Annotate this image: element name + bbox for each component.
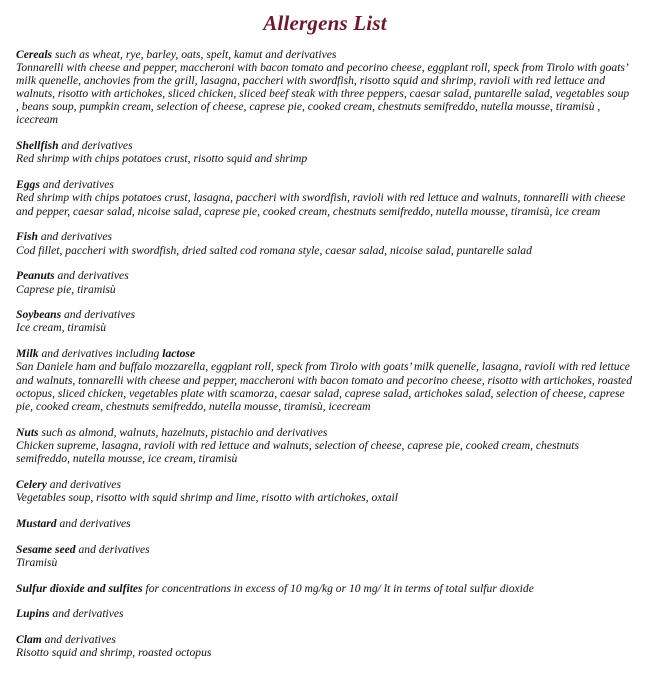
- allergen-dishes: Tiramisù: [16, 555, 58, 569]
- allergen-section: [16, 543, 634, 569]
- allergen-name: Nuts: [16, 425, 39, 439]
- allergen-dishes: Cod fillet, paccheri with swordfish, dried salted cod romana style, caesar salad, nicoise salad, puntarelle salad: [16, 243, 532, 257]
- allergen-qualifier: and derivatives: [39, 178, 114, 192]
- allergen-dishes: Ice cream, tiramisù: [16, 321, 107, 335]
- allergen-sections: [16, 48, 634, 660]
- allergen-name: Fish: [16, 230, 38, 244]
- allergen-section: [16, 48, 634, 127]
- allergen-qualifier: and derivatives: [37, 230, 112, 244]
- allergen-section: [16, 478, 634, 504]
- allergen-dishes: Risotto squid and shrimp, roasted octopus: [16, 646, 212, 660]
- allergen-section: [16, 633, 634, 659]
- allergen-name: Shellfish: [16, 139, 59, 153]
- allergen-qualifier: and derivatives: [58, 139, 133, 153]
- allergen-name: Peanuts: [16, 269, 55, 283]
- allergen-qualifier: such as wheat, rye, barley, oats, spelt, kamut and derivatives: [52, 48, 337, 61]
- allergen-heading: [16, 426, 634, 439]
- allergen-heading: [16, 517, 634, 530]
- allergen-qualifier: and derivatives: [56, 516, 131, 530]
- allergen-qualifier: and derivatives: [41, 633, 116, 647]
- allergen-qualifier: and derivatives: [49, 607, 124, 621]
- allergen-qualifier: and derivatives: [46, 477, 121, 491]
- allergen-section: [16, 139, 634, 165]
- allergen-section: [16, 308, 634, 334]
- allergen-name-secondary: lactose: [162, 347, 196, 361]
- allergen-heading: [16, 230, 634, 243]
- allergen-heading: [16, 347, 634, 360]
- allergen-qualifier: such as almond, walnuts, hazelnuts, pistachio and derivatives: [38, 425, 328, 439]
- allergen-name: Clam: [16, 633, 42, 647]
- allergen-dishes: San Daniele ham and buffalo mozzarella, eggplant roll, speck from Tirolo with goats’ milk quenelle, lasagna, ravioli with red lettuce and walnuts, tonnarelli with cheese and pepper, maccheroni with bacon tomato and pecorino cheese, risotto with artichokes, roasted octopus, sliced chicken, vegetables plate with scamorza, caesar salad, caprese salad, artichokes salad, selection of cheese, caprese pie, cooked cream, chestnuts semifreddo, nutella mousse, tiramisù, icecream: [16, 360, 633, 413]
- allergen-section: [16, 582, 634, 595]
- allergen-name: Cereals: [16, 48, 53, 61]
- allergen-dishes: Tonnarelli with cheese and pepper, maccheroni with bacon tomato and pecorino cheese, eggplant roll, speck from Tirolo with goats’ milk quenelle, anchovies from the grill, lasagna, paccheri with swordfish, risotto squid and shrimp, ravioli with red lettuce and walnuts, risotto with artichokes, sliced chicken, sliced beef steak with three peppers, caesar salad, puntarelle salad, vegetables soup , beans soup, pumpkin cream, selection of cheese, caprese pie, cooked cream, chestnuts semifreddo, nutella mousse, tiramisù , icecream: [16, 61, 630, 127]
- allergen-name: Mustard: [16, 516, 57, 530]
- allergen-section: [16, 347, 634, 412]
- allergen-heading: [16, 582, 634, 595]
- allergen-heading: [16, 633, 634, 646]
- allergen-name: Eggs: [16, 178, 40, 192]
- allergen-heading: [16, 269, 634, 282]
- allergen-name: Soybeans: [16, 308, 62, 322]
- allergen-qualifier: and derivatives including: [38, 347, 163, 361]
- allergen-qualifier: and derivatives: [75, 542, 150, 556]
- allergen-dishes: Red shrimp with chips potatoes crust, lasagna, paccheri with swordfish, ravioli with red lettuce and walnuts, tonnarelli with cheese and pepper, caesar salad, nicoise salad, caprese pie, cooked cream, chestnuts semifreddo, nutella mousse, tiramisù, ice cream: [16, 191, 626, 218]
- allergen-qualifier: and derivatives: [54, 269, 129, 283]
- allergen-dishes: Vegetables soup, risotto with squid shrimp and lime, risotto with artichokes, oxtail: [16, 490, 398, 504]
- allergen-heading: [16, 478, 634, 491]
- page-title: Allergens List: [263, 11, 387, 35]
- allergen-heading: [16, 139, 634, 152]
- allergen-section: [16, 178, 634, 217]
- allergen-name: Sulfur dioxide and sulfites: [16, 581, 143, 595]
- allergen-heading: [16, 178, 634, 191]
- allergen-qualifier: and derivatives: [61, 308, 136, 322]
- allergen-qualifier: for concentrations in excess of 10 mg/kg or 10 mg/ lt in terms of total sulfur dioxide: [142, 581, 534, 595]
- allergen-dishes: Chicken supreme, lasagna, ravioli with red lettuce and walnuts, selection of cheese, caprese pie, cooked cream, chestnuts semifreddo, nutella mousse, ice cream, tiramisù: [16, 438, 580, 465]
- allergen-dishes: Caprese pie, tiramisù: [16, 282, 116, 296]
- allergen-heading: [16, 308, 634, 321]
- allergen-section: [16, 517, 634, 530]
- allergen-section: [16, 607, 634, 620]
- allergen-heading: [16, 48, 634, 61]
- allergen-name: Milk: [16, 347, 39, 361]
- allergen-heading: [16, 543, 634, 556]
- allergen-name: Sesame seed: [16, 542, 76, 556]
- allergen-name: Lupins: [16, 607, 50, 621]
- allergen-section: [16, 269, 634, 295]
- allergen-section: [16, 426, 634, 465]
- allergen-section: [16, 230, 634, 256]
- allergen-heading: [16, 607, 634, 620]
- allergen-name: Celery: [16, 477, 47, 491]
- allergen-dishes: Red shrimp with chips potatoes crust, risotto squid and shrimp: [16, 152, 308, 166]
